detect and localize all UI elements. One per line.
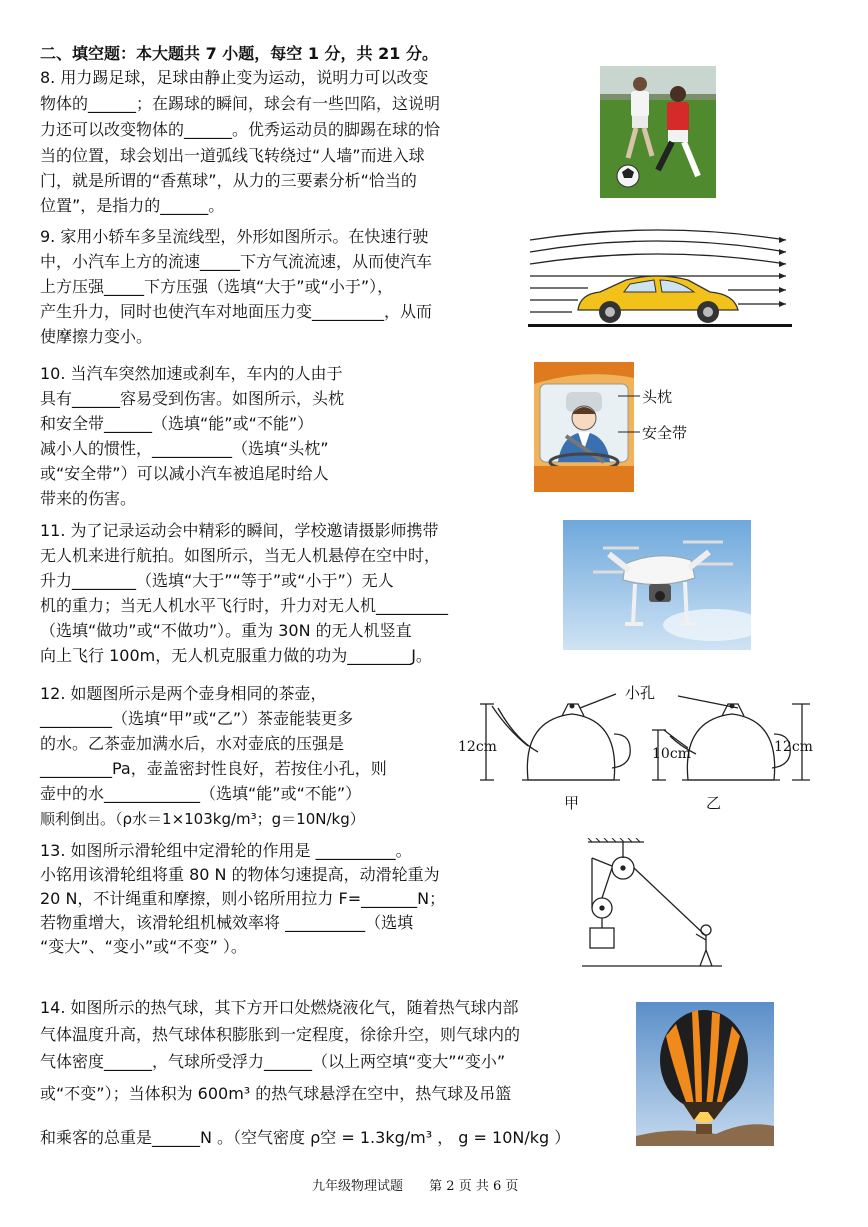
q13-line: “变大”、“变小”或“不变” ）。: [40, 937, 247, 956]
right-height-label: 12cm: [774, 739, 813, 755]
q10-line: 带来的伤害。: [40, 489, 137, 508]
soccer-photo: [600, 66, 716, 198]
section-heading: 二、填空题：本大题共 7 小题，每空 1 分，共 21 分。: [40, 44, 438, 63]
q9-line: 使摩擦力变小。: [40, 327, 153, 346]
teapot-figure: [452, 690, 816, 810]
q11-line: 11. 为了记录运动会中精彩的瞬间，学校邀请摄影师携带: [40, 521, 439, 540]
q11-line: 升力________（选填“大于”“等于”或“小于”）无人: [40, 571, 394, 590]
left-height-label: 12cm: [458, 739, 497, 755]
q10-line: 或“安全带”）可以减小汽车被追尾时给人: [40, 464, 329, 483]
drone-photo: [563, 520, 751, 650]
footer-subject: 九年级物理试题: [312, 1179, 404, 1194]
q13-line: 若物重增大，该滑轮组机械效率将 __________（选填: [40, 913, 414, 932]
q8-line: 位置”，是指力的______。: [40, 196, 225, 215]
q14-line: 和乘客的总重是______N 。（空气密度 ρ空 = 1.3kg/m³ ， g = 10N/kg ）: [40, 1128, 571, 1147]
q9-line: 中，小汽车上方的流速_____下方气流流速，从而使汽车: [40, 252, 433, 271]
q14-line: 气体密度______，气球所受浮力______（以上两空填“变大”“变小”: [40, 1052, 506, 1071]
q10-line: 和安全带______（选填“能”或“不能”）: [40, 414, 314, 433]
q11-line: 向上飞行 100m，无人机克服重力做的功为________J。: [40, 646, 432, 665]
q13-line: 13. 如图所示滑轮组中定滑轮的作用是 __________。: [40, 841, 412, 860]
hot-air-balloon-photo: [636, 1002, 774, 1146]
hole-label: 小孔: [625, 684, 656, 702]
q14-line: 或“不变”）；当体积为 600m³ 的热气球悬浮在空中，热气球及吊篮: [40, 1084, 512, 1103]
q12-line: _________Pa，壶盖密封性良好，若按住小孔，则: [40, 759, 387, 778]
q12-line: 的水。乙茶壶加满水后，水对壶底的压强是: [40, 734, 345, 753]
q9-line: 9. 家用小轿车多呈流线型，外形如图所示。在快速行驶: [40, 227, 429, 246]
q11-line: （选填“做功”或“不做功”）。重为 30N 的无人机竖直: [40, 621, 412, 640]
q12-line: 壶中的水____________（选填“能”或“不能”）: [40, 784, 362, 803]
teapot-jia-label: 甲: [564, 794, 580, 812]
q10-line: 10. 当汽车突然加速或刹车，车内的人由于: [40, 364, 343, 383]
seatbelt-label: 安全带: [642, 424, 688, 442]
q10-line: 具有______容易受到伤害。如图所示，头枕: [40, 389, 345, 408]
headrest-label: 头枕: [642, 388, 673, 406]
q10-line: 减小人的惯性，__________（选填“头枕”: [40, 439, 329, 458]
spout-height-label: 10cm: [652, 746, 691, 762]
q8-line: 8. 用力踢足球，足球由静止变为运动，说明力可以改变: [40, 68, 429, 87]
q12-line: _________（选填“甲”或“乙”）茶壶能装更多: [40, 709, 354, 728]
q12-line: 顺利倒出。（ρ水＝1×103kg/m³；g＝10N/kg）: [40, 810, 365, 828]
car-airflow-figure: [528, 226, 792, 338]
q14-line: 气体温度升高，热气球体积膨胀到一定程度，徐徐升空，则气球内的: [40, 1025, 521, 1044]
q8-line: 当的位置，球会划出一道弧线飞转绕过“人墙”而进入球: [40, 146, 425, 165]
pulley-figure: [582, 838, 722, 970]
q8-line: 力还可以改变物体的______。优秀运动员的脚踢在球的恰: [40, 120, 441, 139]
teapot-yi-label: 乙: [706, 794, 722, 812]
q8-line: 物体的______；在踢球的瞬间，球会有一些凹陷，这说明: [40, 94, 441, 113]
q9-line: 产生升力，同时也使汽车对地面压力变_________，从而: [40, 302, 433, 321]
q9-line: 上方压强_____下方压强（选填“大于”或“小于”），: [40, 277, 394, 296]
q11-line: 无人机来进行航拍。如图所示，当无人机悬停在空中时，: [40, 546, 441, 565]
page-footer: [312, 1175, 540, 1194]
q12-line: 12. 如题图所示是两个壶身相同的茶壶，: [40, 684, 327, 703]
footer-page-number: 第 2 页 共 6 页: [429, 1179, 519, 1194]
q13-line: 小铭用该滑轮组将重 80 N 的物体匀速提高，动滑轮重为: [40, 865, 440, 884]
q13-line: 20 N，不计绳重和摩擦，则小铭所用拉力 F=_______N；: [40, 889, 446, 908]
q8-line: 门，就是所谓的“香蕉球”，从力的三要素分析“恰当的: [40, 171, 417, 190]
q14-line: 14. 如图所示的热气球，其下方开口处燃烧液化气，随着热气球内部: [40, 998, 519, 1017]
q11-line: 机的重力；当无人机水平飞行时，升力对无人机_________: [40, 596, 449, 615]
